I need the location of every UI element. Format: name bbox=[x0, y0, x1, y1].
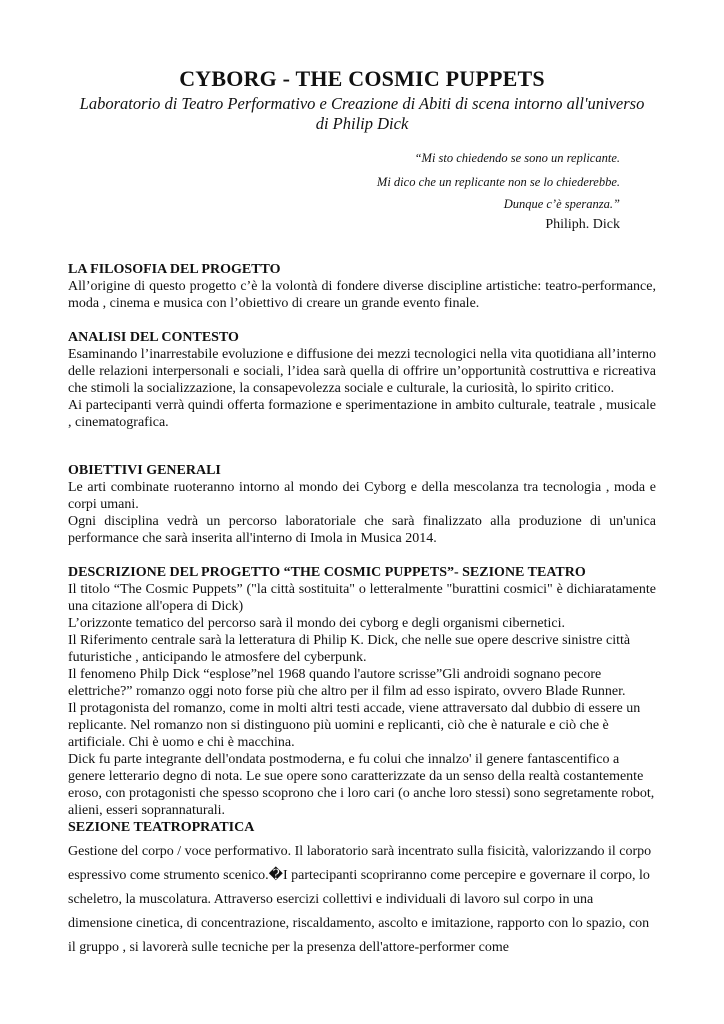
section-paragraph: Dick fu parte integrante dell'ondata postmoderna, e fu colui che innalzo' il genere fantascentifico a genere letterario degno di nota. Le sue opere sono caratterizzate da un senso della realtà costantemente eroso, con protagonisti che spesso scoprono che i loro cari (o anche loro stessi) sono segretamente robot, alieni, esseri soprannaturali. bbox=[68, 752, 655, 818]
subtitle-line-2: di Philip Dick bbox=[315, 114, 409, 133]
section-paragraph: Ogni disciplina vedrà un percorso laboratoriale che sarà finalizzato alla produzione di un'unica performance che sarà inserita all'interno di Imola in Musica 2014. bbox=[68, 514, 656, 546]
section-paragraph: Le arti combinate ruoteranno intorno al mondo dei Cyborg e della mescolanza tra tecnologia , moda e corpi umani. bbox=[68, 480, 656, 512]
quote-line-1: “Mi sto chiedendo se sono un replicante. bbox=[414, 151, 620, 165]
section-filosofia bbox=[68, 261, 656, 312]
section-teatropratica bbox=[68, 820, 658, 960]
document-title: CYBORG - THE COSMIC PUPPETS bbox=[179, 66, 545, 91]
section-heading: SEZIONE TEATROPRATICA bbox=[68, 820, 255, 835]
section-paragraph: Il titolo “The Cosmic Puppets” ("la città sostituita" o letteralmente "burattini cosmici" è dichiaratamente una citazione all'opera di Dick) bbox=[68, 582, 656, 614]
section-paragraph: All’origine di questo progetto c’è la volontà di fondere diverse discipline artistiche: teatro-performance, moda , cinema e musica con l’obiettivo di creare un grande evento finale. bbox=[68, 279, 656, 311]
section-paragraph: Ai partecipanti verrà quindi offerta formazione e sperimentazione in ambito culturale, teatrale , musicale , cinematografica. bbox=[68, 398, 656, 430]
quote-line-2: Mi dico che un replicante non se lo chiederebbe. bbox=[376, 175, 620, 189]
quote-line-3: Dunque c’è speranza.” bbox=[503, 197, 620, 211]
section-paragraph: L’orizzonte tematico del percorso sarà il mondo dei cyborg e degli organismi cibernetici. bbox=[68, 616, 565, 631]
section-paragraph: Il protagonista del romanzo, come in molti altri testi accade, viene attraversato dal dubbio di essere un replicante. Nel romanzo non si distinguono più uomini e replicanti, ciò che è naturale e ciò che è artificiale. Chi è uomo e chi è macchina. bbox=[68, 701, 641, 750]
section-paragraph: Gestione del corpo / voce performativo. Il laboratorio sarà incentrato sulla fisicità, valorizzando il corpo espressivo come strumento scenico.�I partecipanti scopriranno come percepire e governare il corpo, lo scheletro, la muscolatura. Attraverso esercizi collettivi e individuali di lavoro sul corpo in una dimensione cinetica, di concentrazione, riscaldamento, ascolto e imitazione, rapporto con lo spazio, con il gruppo , si lavorerà sulle tecniche per la presenza dell'attore-performer come bbox=[68, 844, 652, 955]
section-paragraph: Esaminando l’inarrestabile evoluzione e diffusione dei mezzi tecnologici nella vita quotidiana all’interno delle relazioni interpersonali e sociali, l’idea sarà quella di offrire un’opportunità costruttiva e ricreativa che stimoli la socializzazione, la consapevolezza sociale e culturale, la curiosità, lo spirito critico. bbox=[68, 347, 656, 396]
section-descrizione bbox=[68, 564, 656, 819]
section-paragraph: Il Riferimento centrale sarà la letteratura di Philip K. Dick, che nelle sue opere descrive sinistre città futuristiche , anticipando le atmosfere del cyberpunk. bbox=[68, 633, 631, 665]
section-heading: OBIETTIVI GENERALI bbox=[68, 463, 221, 478]
section-paragraph: Il fenomeno Philp Dick “esplose”nel 1968 quando l'autore scrisse”Gli androidi sognano pecore elettriche?” romanzo oggi noto forse più che altro per il film ad esso ispirato, ovvero Blade Runner. bbox=[68, 667, 626, 699]
subtitle-line-1: Laboratorio di Teatro Performativo e Creazione di Abiti di scena intorno all'universo bbox=[79, 94, 645, 113]
section-heading: ANALISI DEL CONTESTO bbox=[68, 330, 239, 345]
section-heading: DESCRIZIONE DEL PROGETTO “THE COSMIC PUPPETS”- SEZIONE TEATRO bbox=[68, 565, 586, 580]
quote-author: Philiph. Dick bbox=[545, 217, 620, 232]
document-subtitle bbox=[60, 94, 664, 134]
section-obiettivi bbox=[68, 462, 656, 547]
section-heading: LA FILOSOFIA DEL PROGETTO bbox=[68, 262, 281, 277]
section-analisi bbox=[68, 329, 656, 431]
